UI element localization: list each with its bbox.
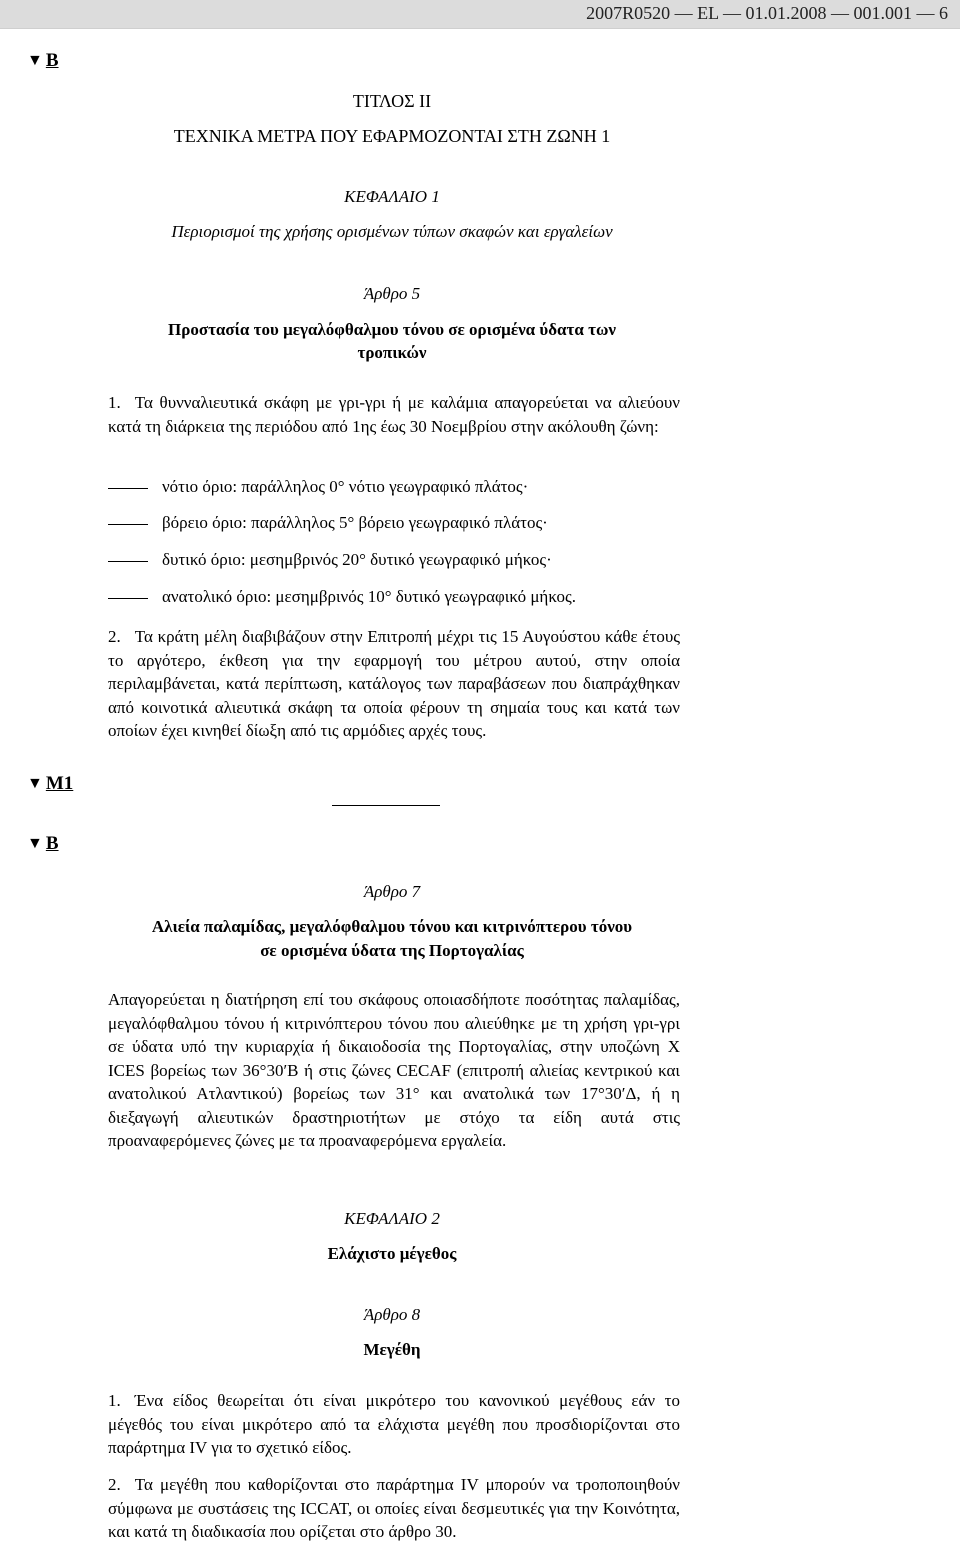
document-header [0,0,960,29]
amendment-marker-b: ▼ B [27,833,59,854]
list-item: δυτικό όριο: μεσημβρινός 20° δυτικό γεωγραφικό μήκος· [108,550,680,570]
article-7-heading: Αλιεία παλαμίδας, μεγαλόφθαλμου τόνου και κιτρινόπτερου τόνου [151,917,633,936]
list-item: νότιο όριο: παράλληλος 0° νότιο γεωγραφικό πλάτος· [108,477,680,497]
article-7-paragraph: Απαγορεύεται η διατήρηση επί του σκάφους οποιασδήποτε ποσότητας παλαμίδας, μεγαλόφθαλμου τόνου ή κιτρινόπτερου τόνου που αλιεύθηκε με τη χρήση γρι-γρι σε ύδατα υπό την κυριαρχία ή δικαιοδοσία της Πορτογαλίας, στην υποζώνη X ICES βορείως των 36°30′Β ή στις ζώνες CECAF (επιτροπή αλιείας κεντρικού και ανατολικού Ατλαντικού) βορείως των 31° και ανατολικά των 17°30′Δ, ή η διεξαγωγή αλιευτικών δραστηριοτήτων με στόχο τα είδη αυτά στις προαναφερόμενες ζώνες με τα προαναφερόμενα εργαλεία. [108,990,680,1150]
article-7-label: Άρθρο 7 [363,882,421,901]
chapter-2-heading: Ελάχιστο μέγεθος [327,1244,457,1263]
list-item: βόρειο όριο: παράλληλος 5° βόρειο γεωγραφικό πλάτος· [108,513,680,533]
article-5-heading: Προστασία του μεγαλόφθαλμου τόνου σε ορισμένα ύδατα των [168,320,616,339]
article-7-heading-cont: σε ορισμένα ύδατα της Πορτογαλίας [260,941,524,960]
list-item: ανατολικό όριο: μεσημβρινός 10° δυτικό γεωγραφικό μήκος. [108,587,680,607]
amendment-marker-b: ▼ B [27,50,59,71]
triangle-down-icon: ▼ [27,835,43,852]
article-5-label: Άρθρο 5 [363,284,421,303]
article-8-heading: Μεγέθη [363,1340,421,1359]
article-8-paragraph-2: 2. Τα μεγέθη που καθορίζονται στο παράρτημα IV μπορούν να τροποποιηθούν σύμφωνα με συστάσεις της ICCAT, οι οποίες είναι δεσμευτικές για την Κοινότητα, και κατά τη διαδικασία που ορίζεται στο άρθρο 30. [108,1475,680,1541]
title-label: ΤΙΤΛΟΣ ΙΙ [352,91,432,111]
article-8-label: Άρθρο 8 [363,1305,421,1324]
chapter-1-heading: Περιορισμοί της χρήσης ορισμένων τύπων σκαφών και εργαλείων [171,222,613,241]
amendment-marker-m1: ▼ M1 [27,773,74,794]
article-8-paragraph-1: 1. Ένα είδος θεωρείται ότι είναι μικρότερο του κανονικού μεγέθους εάν το μέγεθός του είναι μικρότερο από τα ελάχιστα μεγέθη που προσδιορίζονται στο παράρτημα IV για το σχετικό είδος. [108,1391,680,1457]
article-5-paragraph-2: 2. Τα κράτη μέλη διαβιβάζουν στην Επιτροπή μέχρι τις 15 Αυγούστου κάθε έτους το αργότερο, έκθεση για την εφαρμογή του μέτρου αυτού, στην οποία περιλαμβάνεται, κατά περίπτωση, κατάλογος των παραβάσεων που διαπράχθηκαν από κοινοτικά αλιευτικά σκάφη τα οποία φέρουν τη σημαία τους και κατά των οποίων έχει κινηθεί δίωξη από τις αρμόδιες αρχές τους. [108,627,680,740]
chapter-1-label: ΚΕΦΑΛΑΙΟ 1 [344,187,440,206]
triangle-down-icon: ▼ [27,775,43,792]
article-5-heading-cont: τροπικών [357,343,427,362]
triangle-down-icon: ▼ [27,52,43,69]
article-5-paragraph-1: 1. Τα θυνναλιευτικά σκάφη με γρι-γρι ή με καλάμια απαγορεύεται να αλιεύουν κατά τη διάρκεια της περιόδου από 1ης έως 30 Νοεμβρίου στην ακόλουθη ζώνη: [108,393,680,436]
chapter-2-label: ΚΕΦΑΛΑΙΟ 2 [344,1209,440,1228]
title-heading: ΤΕΧΝΙΚΑ ΜΕΤΡΑ ΠΟΥ ΕΦΑΡΜΟΖΟΝΤΑΙ ΣΤΗ ΖΩΝΗ 1 [173,126,611,146]
document-reference: 2007R0520 — EL — 01.01.2008 — 001.001 — 6 [586,3,948,23]
deletion-rule [332,805,440,806]
